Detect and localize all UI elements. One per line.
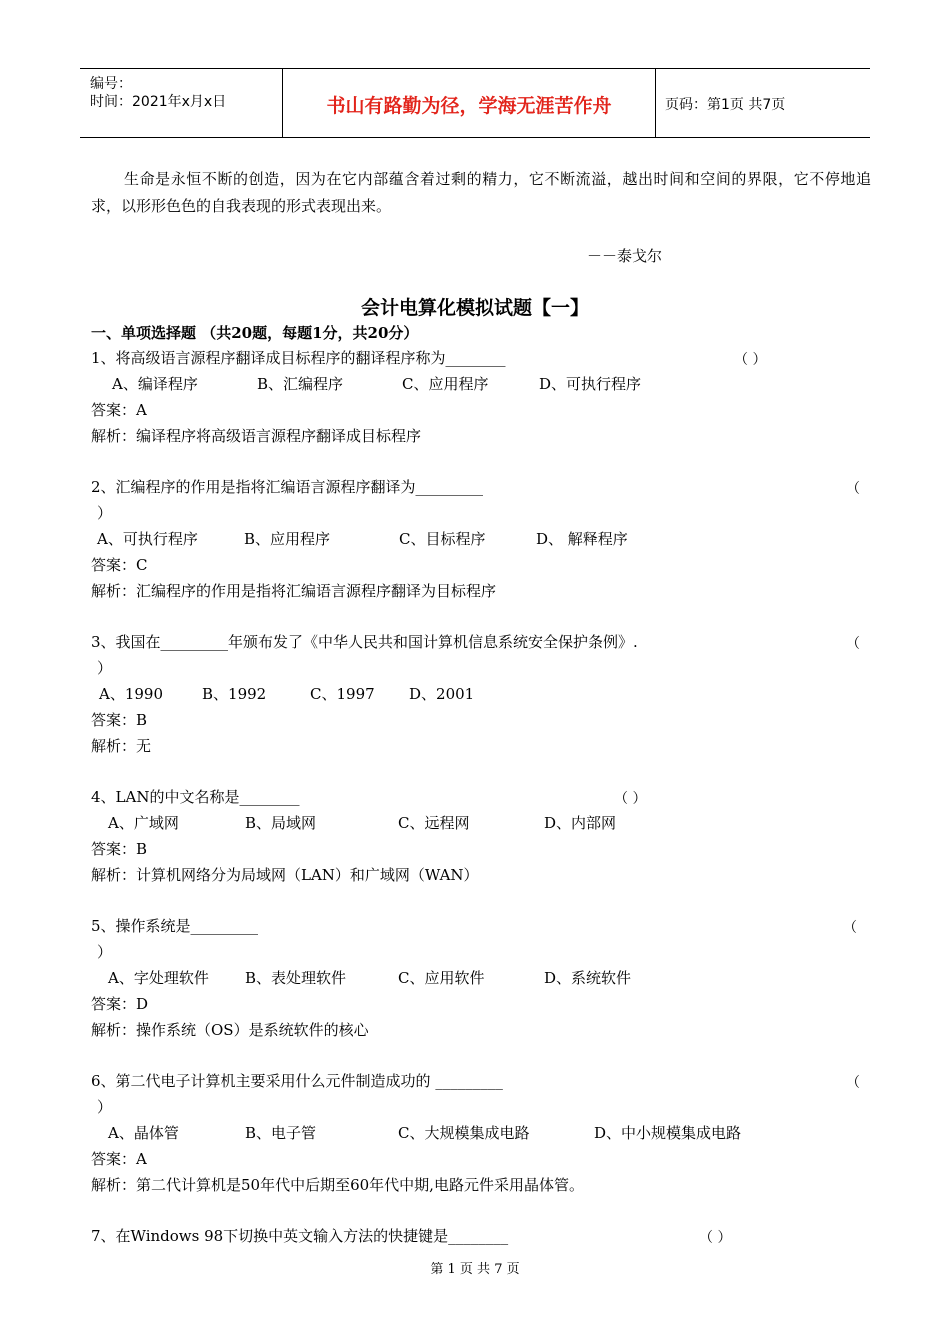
question-6-stem: 6、第二代电子计算机主要采用什么元件制造成功的 _________ (91, 1072, 503, 1090)
question-3-option-b: B、1992 (202, 685, 267, 703)
question-2-answer: 答案：C (91, 556, 148, 574)
question-6-analysis: 解析：第二代计算机是50年代中后期至60年代中期,电路元件采用晶体管。 (91, 1176, 584, 1194)
question-5-option-d: D、系统软件 (544, 969, 632, 987)
header-page-info: 页码：第1页 共7页 (665, 97, 786, 113)
question-2-paren-open: （ (846, 481, 860, 497)
question-4-stem: 4、LAN的中文名称是________ (91, 788, 300, 806)
question-2-option-d: D、 解释程序 (536, 530, 628, 548)
question-4-option-c: C、远程网 (398, 814, 470, 832)
question-5-paren-close: ） (97, 943, 113, 961)
question-1-analysis: 解析：编译程序将高级语言源程序翻译成目标程序 (91, 427, 422, 445)
question-4-answer-paren: （ ） (614, 791, 647, 807)
question-3-option-d: D、2001 (409, 685, 475, 703)
question-4-option-d: D、内部网 (544, 814, 617, 832)
question-7-answer-paren: （ ） (699, 1230, 732, 1246)
quote-author: －－泰戈尔 (587, 247, 663, 265)
question-2-stem: 2、汇编程序的作用是指将汇编语言源程序翻译为_________ (91, 478, 484, 496)
question-6-paren-close: ） (97, 1098, 113, 1116)
quote-text: 生命是永恒不断的创造，因为在它内部蕴含着过剩的精力，它不断流溢，越出时间和空间的界限，它不停地追求，以形形色色的自我表现的形式表现出来。 (91, 170, 871, 215)
question-3-answer: 答案：B (91, 711, 148, 729)
question-6-paren-open: （ (846, 1075, 860, 1091)
header-motto: 书山有路勤为径，学海无涯苦作舟 (326, 95, 612, 117)
question-3-paren-open: （ (846, 636, 860, 652)
question-5-answer: 答案：D (91, 995, 149, 1013)
page-footer: 第 1 页 共 7 页 (430, 1262, 520, 1277)
question-1-option-d: D、可执行程序 (539, 375, 642, 393)
question-6-option-d: D、中小规模集成电路 (594, 1124, 742, 1142)
question-3-option-a: A、1990 (99, 685, 164, 703)
question-1-answer: 答案：A (91, 401, 147, 419)
question-5-option-b: B、表处理软件 (245, 969, 347, 987)
question-4-option-a: A、广域网 (108, 814, 179, 832)
question-1-option-b: B、汇编程序 (257, 375, 344, 393)
question-6-option-a: A、晶体管 (108, 1124, 179, 1142)
question-6-option-b: B、电子管 (245, 1124, 317, 1142)
question-6-option-c: C、大规模集成电路 (398, 1124, 530, 1142)
question-1-option-c: C、应用程序 (402, 375, 489, 393)
question-5-stem: 5、操作系统是_________ (91, 917, 259, 935)
section-heading: 一、单项选择题 （共20题，每题1分，共20分） (91, 324, 419, 342)
question-5-option-a: A、字处理软件 (108, 969, 209, 987)
question-3-option-c: C、1997 (310, 685, 375, 703)
question-1-stem: 1、将高级语言源程序翻译成目标程序的翻译程序称为________ (91, 349, 506, 367)
question-5-paren-open: （ (843, 920, 857, 936)
question-2-paren-close: ） (97, 504, 113, 522)
page-title: 会计电算化模拟试题【一】 (360, 297, 589, 319)
question-6-answer: 答案：A (91, 1150, 147, 1168)
question-5-analysis: 解析：操作系统（OS）是系统软件的核心 (91, 1021, 369, 1039)
doc-date: 时间：2021年x月x日 (90, 94, 227, 110)
question-3-stem: 3、我国在_________年颁布发了《中华人民共和国计算机信息系统安全保护条例》. (91, 633, 638, 651)
question-4-option-b: B、局域网 (245, 814, 317, 832)
question-2-option-a: A、可执行程序 (97, 530, 198, 548)
question-3-analysis: 解析：无 (91, 737, 152, 755)
question-2-option-b: B、应用程序 (244, 530, 331, 548)
question-5-option-c: C、应用软件 (398, 969, 485, 987)
question-2-option-c: C、目标程序 (399, 530, 486, 548)
header-table (80, 68, 870, 138)
header-divider (655, 69, 656, 137)
doc-number-label: 编号： (90, 76, 132, 92)
question-3-paren-close: ） (97, 659, 113, 677)
question-4-answer: 答案：B (91, 840, 148, 858)
question-1-option-a: A、编译程序 (112, 375, 198, 393)
question-4-analysis: 解析：计算机网络分为局域网（LAN）和广域网（WAN） (91, 866, 479, 884)
question-7-stem: 7、在Windows 98下切换中英文输入方法的快捷键是________ (91, 1227, 509, 1245)
question-2-analysis: 解析：汇编程序的作用是指将汇编语言源程序翻译为目标程序 (91, 582, 497, 600)
question-1-answer-paren: （ ） (734, 352, 767, 368)
